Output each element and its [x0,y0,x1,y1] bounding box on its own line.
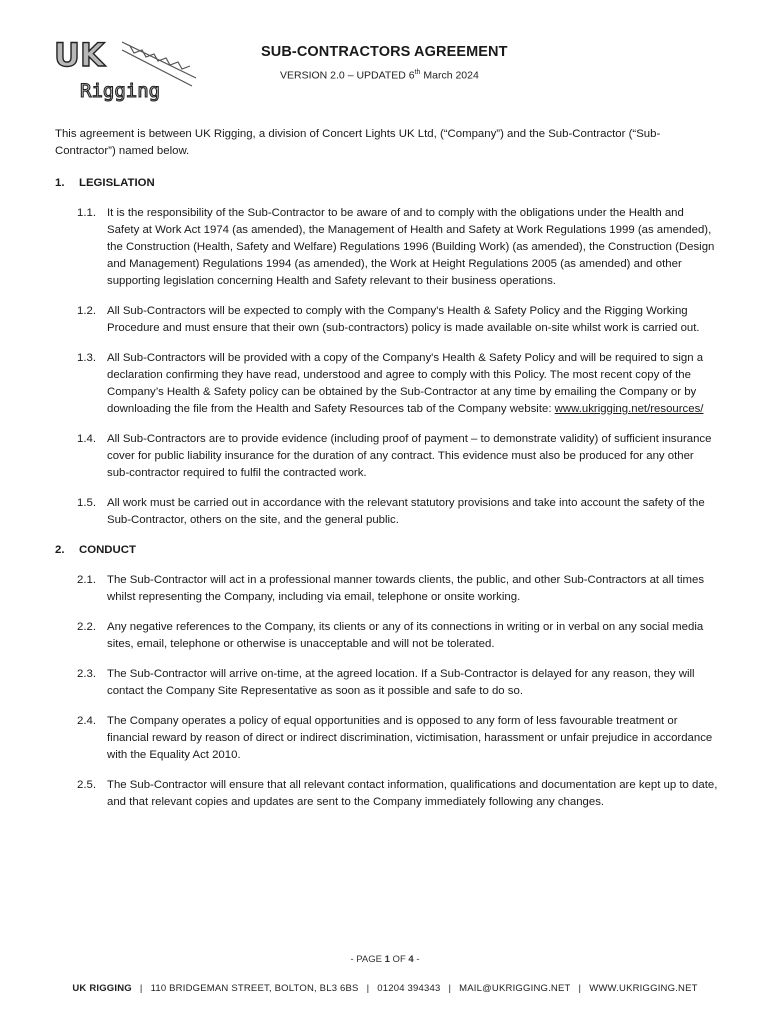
clause [77,619,719,653]
section-title: LEGISLATION [79,177,155,189]
clause-number: 2.2. [77,621,96,633]
footer-separator: | [578,983,582,994]
uk-rigging-logo [52,36,202,104]
footer-email[interactable]: MAIL@UKRIGGING.NET [459,983,571,994]
clause-text: Any negative references to the Company, its clients or any of its connections in writing or in verbal on any social media sites, email, telephone or otherwise is unacceptable and will not be tolerated. [107,621,704,650]
resources-link[interactable]: www.ukrigging.net/resources/ [554,403,704,415]
version-sup: th [414,69,421,76]
document-body [55,126,719,824]
clause-text: All work must be carried out in accordance with the relevant statutory provisions and take into account the safety of the Sub-Contractor, others on the site, and the general public. [107,497,705,526]
clause-number: 1.3. [77,352,96,364]
section-number: 2. [55,544,65,556]
footer-company: UK RIGGING [72,983,132,994]
version-prefix: VERSION 2.0 – UPDATED 6 [280,69,415,82]
logo-rigging-text: Rigging [80,80,161,102]
clause-text: The Sub-Contractor will arrive on-time, at the agreed location. If a Sub-Contractor is delayed for any reason, they will contact the Company Site Representative as soon as it possible and safe to do so. [107,668,695,697]
document-title: SUB-CONTRACTORS AGREEMENT [261,44,508,60]
footer-website[interactable]: WWW.UKRIGGING.NET [589,983,698,994]
logo-uk-text: UK [54,36,105,74]
page-suffix: - [413,954,420,965]
footer-separator: | [448,983,452,994]
clause-text: All Sub-Contractors will be provided with a copy of the Company's Health & Safety Policy and will be required to sign a declaration confirming they have read, understood and agree to comply with this Policy. The most recent copy of the Company’s Health & Safety policy can be obtained by the Sub-Contractor at any time by emailing the Company or by downloading the file from the Health and Safety Resources tab of the Company website: [107,352,704,415]
clause-number: 1.1. [77,207,96,219]
clause-number: 1.4. [77,433,96,445]
version-line [280,69,479,82]
clause [77,350,719,418]
clause [77,303,719,337]
footer-separator: | [366,983,370,994]
clause-text: It is the responsibility of the Sub-Contractor to be aware of and to comply with the obligations under the Health and Safety at Work Act 1974 (as amended), the Management of Health and Safety at Work Regulations 1999 (as amended), the Construction (Health, Safety and Welfare) Regulations 1996 (Building Work) (as amended), the Construction (Design and Management) Regulations 1994 (as amended), the Work at Height Regulations 2005 (as amended) and other supporting legislation concerning Health and Safety relevant to their business operations. [107,207,715,287]
clause-text-wrapper [107,350,719,418]
clause-number: 1.2. [77,305,96,317]
page-of: OF [389,954,409,965]
clause-text: The Sub-Contractor will act in a professional manner towards clients, the public, and other Sub-Contractors at all times whilst representing the Company, including via email, telephone or onsite working. [107,574,705,603]
page-total: 4 [408,954,414,965]
clause [77,713,719,764]
footer-separator: | [139,983,143,994]
section-heading-legislation [55,175,719,192]
clause [77,431,719,482]
clause-number: 2.1. [77,574,96,586]
clause [77,495,719,529]
clause-text: All Sub-Contractors are to provide evidence (including proof of payment – to demonstrate validity) of sufficient insurance cover for public liability insurance for the duration of any contract. This evidence must also be produced for any other sub-contractor required to fulfil the contracted work. [107,433,712,479]
clause-text: The Company operates a policy of equal opportunities and is opposed to any form of less favourable treatment or financial reward by reason of direct or indirect discrimination, victimisation, harassment or unfair prejudice in accordance with the Equality Act 2010. [107,715,713,761]
clause [77,777,719,811]
clause [77,205,719,290]
page-number [0,954,770,965]
clause [77,572,719,606]
clause-number: 2.3. [77,668,96,680]
version-suffix: March 2024 [420,69,479,82]
page-prefix: - PAGE [350,954,385,965]
clause-text: All Sub-Contractors will be expected to comply with the Company's Health & Safety Policy and the Rigging Working Procedure and must ensure that their own (sub-contractors) policy is made available on-site whilst work is carried out. [107,305,700,334]
section-number: 1. [55,177,65,189]
footer-address: 110 BRIDGEMAN STREET, BOLTON, BL3 6BS [150,983,359,994]
page-footer [0,983,770,994]
clause-text: The Sub-Contractor will ensure that all relevant contact information, qualifications and documentation are kept up to date, and that relevant copies and updates are sent to the Company immediately following any changes. [107,779,718,808]
footer-phone: 01204 394343 [377,983,441,994]
clause-number: 2.5. [77,779,96,791]
section-title: CONDUCT [79,544,136,556]
clause-number: 2.4. [77,715,96,727]
page-current: 1 [384,954,390,965]
section-heading-conduct [55,542,719,559]
clause [77,666,719,700]
intro-paragraph: This agreement is between UK Rigging, a division of Concert Lights UK Ltd, (“Company”) and the Sub-Contractor (“Sub-Contractor”) named below. [55,128,661,157]
clause-number: 1.5. [77,497,96,509]
